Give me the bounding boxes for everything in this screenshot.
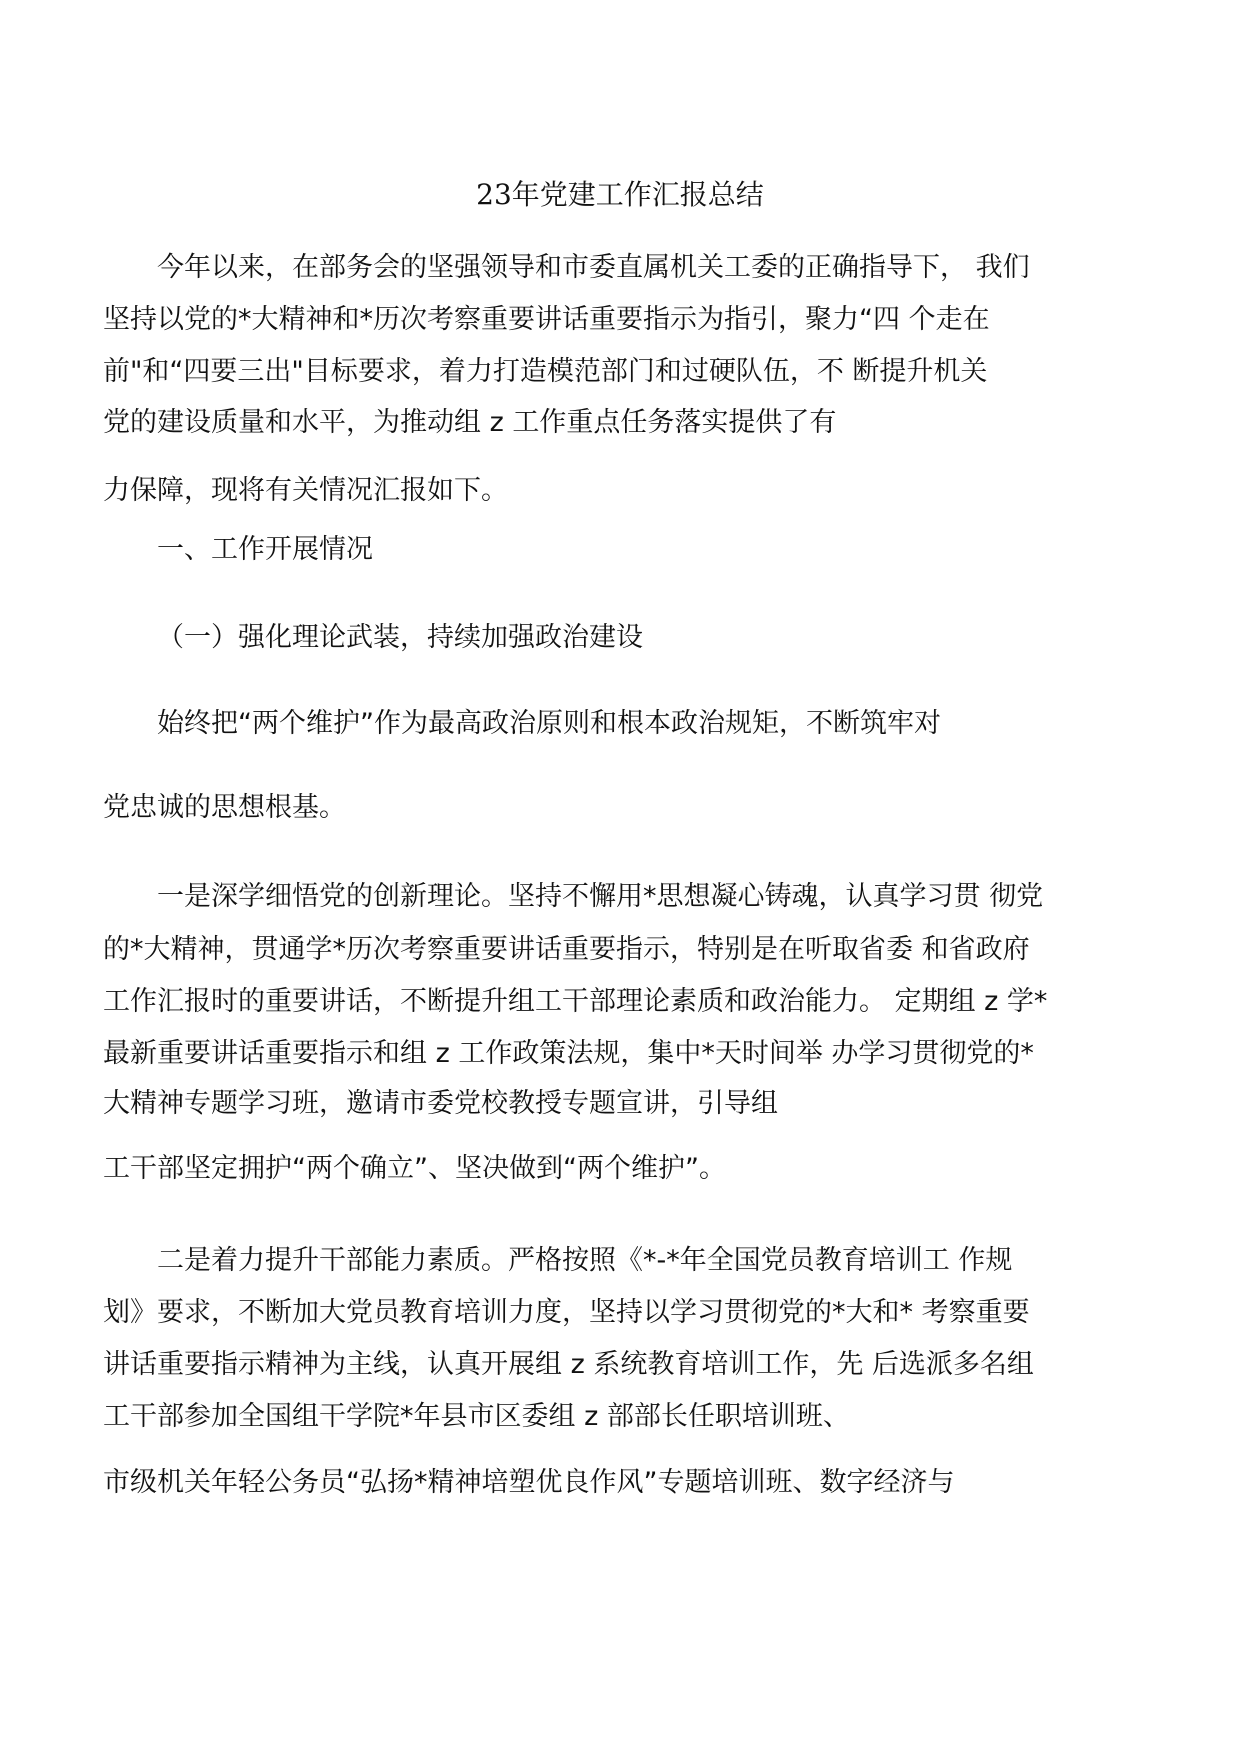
paragraph-line: 力保障，现将有关情况汇报如下。 [103, 475, 508, 506]
paragraph-line: 党忠诚的思想根基。 [103, 792, 346, 823]
paragraph-line: 二是着力提升干部能力素质。严格按照《*-*年全国党员教育培训工 作规 [157, 1245, 1013, 1276]
paragraph-line: 划》要求，不断加大党员教育培训力度，坚持以学习贯彻党的*大和* 考察重要 [103, 1297, 1030, 1328]
paragraph-line: 始终把“两个维护”作为最高政治原则和根本政治规矩，不断筑牢对 [157, 708, 941, 739]
paragraph-line: 坚持以党的*大精神和*历次考察重要讲话重要指示为指引，聚力“四 个走在 [103, 304, 990, 335]
paragraph-line: 最新重要讲话重要指示和组 z 工作政策法规，集中*天时间举 办学习贯彻党的* [103, 1038, 1034, 1069]
section-heading: 一、工作开展情况 [157, 534, 373, 565]
paragraph-line: 前"和“四要三出"目标要求，着力打造模范部门和过硬队伍，不 断提升机关 [103, 356, 988, 387]
paragraph-line: 工作汇报时的重要讲话，不断提升组工干部理论素质和政治能力。 定期组 z 学* [103, 986, 1048, 1017]
paragraph-line: 工干部参加全国组干学院*年县市区委组 z 部部长任职培训班、 [103, 1401, 850, 1432]
paragraph-line: 讲话重要指示精神为主线，认真开展组 z 系统教育培训工作，先 后选派多名组 [103, 1349, 1034, 1380]
document-title: 23年党建工作汇报总结 [476, 178, 764, 211]
paragraph-line: 今年以来，在部务会的坚强领导和市委直属机关工委的正确指导下， 我们 [157, 252, 1030, 283]
paragraph-line: 市级机关年轻公务员“弘扬*精神培塑优良作风”专题培训班、数字经济与 [103, 1467, 955, 1498]
paragraph-line: 工干部坚定拥护“两个确立”、坚决做到“两个维护”。 [103, 1153, 726, 1184]
paragraph-line: 党的建设质量和水平，为推动组 z 工作重点任务落实提供了有 [103, 407, 837, 438]
paragraph-line: 大精神专题学习班，邀请市委党校教授专题宣讲，引导组 [103, 1088, 778, 1119]
paragraph-line: 的*大精神，贯通学*历次考察重要讲话重要指示，特别是在听取省委 和省政府 [103, 934, 1030, 965]
paragraph-line: 一是深学细悟党的创新理论。坚持不懈用*思想凝心铸魂，认真学习贯 彻党 [157, 881, 1044, 912]
subsection-heading: （一）强化理论武装，持续加强政治建设 [157, 622, 643, 653]
